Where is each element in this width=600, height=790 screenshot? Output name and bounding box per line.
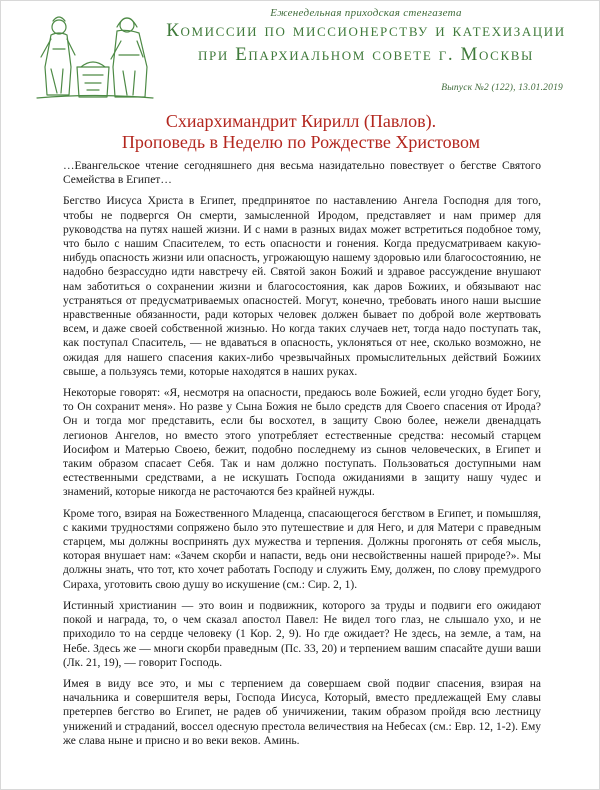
newsletter-header [1, 1, 600, 109]
newsletter-subtitle: Еженедельная приходская стенгазета [270, 7, 462, 19]
article-paragraph: Бегство Иисуса Христа в Египет, предпринятое по наставлению Ангела Господня для того, чтобы не подвергся Он смерти, замысленной Иродом, представляет и нам пример для руководства на путях нашей жизни. И с нами в разных видах может встретиться подобное тому, что было с нашим Спасителем, то есть опасности и гонения. Когда предусматриваем какую-нибудь опасность жизни или опасность, угрожающую нашему здоровью или благосостоянию, не надобно безрассудно идти навстречу ей. Святой закон Божий и здравое рассуждение внушают нам заботиться о сохранении жизни и благосостояния, как даров Божиих, и обязывают нас устраняться от предусматриваемых опасностей. Могут, конечно, требовать иного наши высшие нравственные обязанности, ради которых человек должен бывает по доброй воле жертвовать всем, и даже своей собственной жизнью. Но когда таких случаев нет, тогда надо поступать так, как поступал Спаситель, — не вдаваться в опасность, уклоняться от нее, сколько возможно, не ожидая для нашего спасения каких-либо чрезвычайных промыслительных действий Божиих свыше, а пользуясь теми, которые находятся в наших руках. [63, 195, 541, 378]
article-paragraph: …Евангельское чтение сегодняшнего дня весьма назидательно повествует о бегстве Святого Семейства в Египет… [63, 160, 541, 187]
newsletter-title-line2: при Епархиальном совете г. Москвы [198, 44, 534, 65]
article-paragraph: Кроме того, взирая на Божественного Младенца, спасающегося бегством в Египет, и помышляя, с какими трудностями сопряжено было это путешествие и для Него, и для Матери с праведным старцем, мы должны воспринять дух мужества и терпения. Должны прогонять от себя мысль, которая внушает нам: «Зачем скорби и напасти, ведь они несвойственны нашей природе?». Мы должны знать, что тот, кто хочет работать Господу и служить Ему, должен, по слову премудрого Сираха, уготовить свою душу во искушение (см.: Сир. 2, 1). [63, 507, 541, 591]
newsletter-title-line1: Комиссии по миссионерству и катехизации [166, 20, 566, 41]
article-title: Проповедь в Неделю по Рождестве Христовом [121, 132, 481, 152]
article-paragraph: Некоторые говорят: «Я, несмотря на опасности, предаюсь воле Божией, если угодно будет Богу, то Он сохранит меня». Но разве у Сына Божия не было средств для Своего спасения от Ирода? Он и тогда мог представить, если бы восхотел, в защиту Свою более, нежели двенадцать легионов Ангелов, но вместо этого употребляет естественные средства: несомый старцем Иосифом и Матерью Своею, бежит, подобно последнему из сынов человеческих, в Египет и таким образом спасает Себя. Так и нам должно поступать. Пользоваться доступными нам естественными средствами, а не искушать Господа ожиданиями в защиту нашу чудес и знамений, которые никогда не расточаются без крайней нужды. [63, 387, 541, 499]
nativity-illustration-icon [31, 9, 159, 101]
issue-number: Выпуск №2 (122), 13.01.2019 [441, 83, 563, 93]
article-paragraph: Имея в виду все это, и мы с терпением да совершаем свой подвиг спасения, взирая на начальника и совершителя веры, Господа Иисуса, Который, вместо предлежащей Ему славы претерпев бегство во Египет, не радев об уничижении, таким образом пройдя всю лестницу унижений и страданий, воссел одесную престола величествия на Небесах (см.: Евр. 12, 1-2). Ему же слава ныне и присно и во веки веков. Аминь. [63, 677, 541, 747]
article-body [63, 159, 541, 755]
article-author: Схиархимандрит Кирилл (Павлов). [165, 111, 437, 131]
article-paragraph: Истинный христианин — это воин и подвижник, которого за труды и подвиги его ожидают покой и награда, то, о чем сказал апостол Павел: Не видел того глаз, не слышало ухо, и не приходило то на сердце человеку (1 Кор. 2, 9). Но где ожидает? Не здесь, на земле, а там, на Небе. Здесь же — многи скорби праведным (Пс. 33, 20) и терпением вашим спасайте души ваши (Лк. 21, 19), — говорит Господь. [63, 599, 541, 669]
